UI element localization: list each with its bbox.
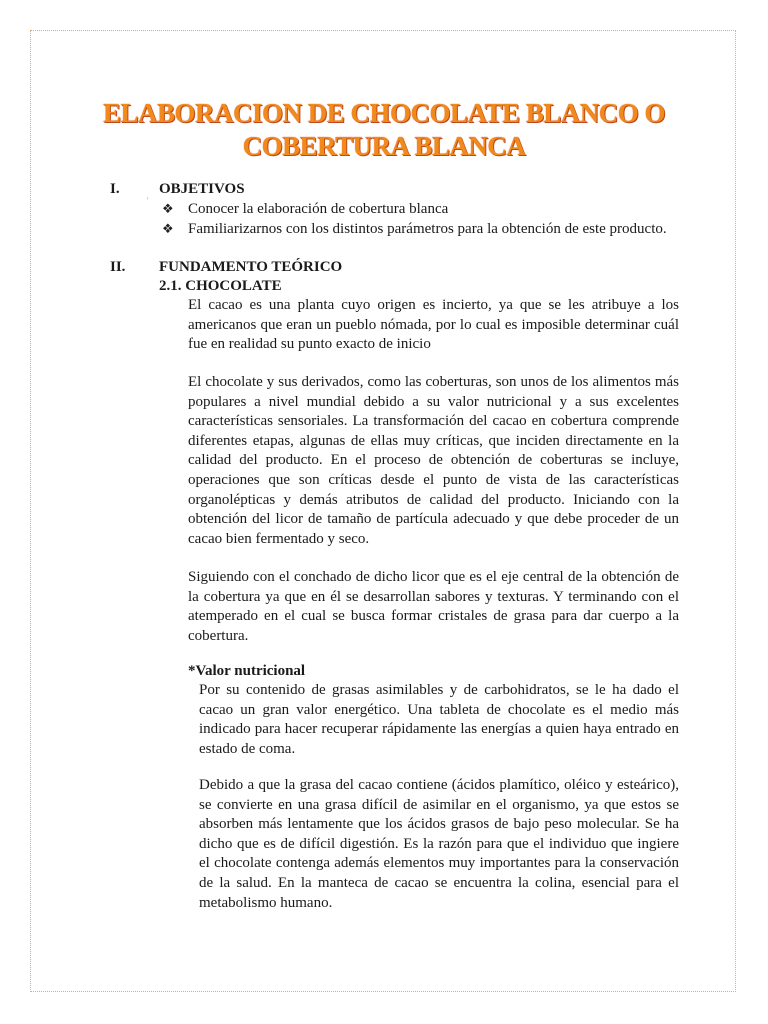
four-diamond-bullet-icon: ❖ (162, 221, 174, 236)
chocolate-paragraph-2: El chocolate y sus derivados, como las coberturas, son unos de los alimentos más populares a nivel mundial debido a su valor nutricional y a sus excelentes características sensoriales. La transformación del cacao en cobertura comprende diferentes etapas, algunas de ellas muy críticas, que inciden directamente en la calidad del producto. En el proceso de obtención de coberturas se incluye, operaciones que son críticas desde el punto de vista de las características organolépticas y demás atributos de calidad del producto. Iniciando con la obtención del licor de tamaño de partícula adecuado y que debe proceder de un cacao bien fermentado y seco. (188, 374, 679, 547)
nutrition-paragraph-2: Debido a que la grasa del cacao contiene (ácidos plamítico, oléico y esteárico), se convierte en una grasa difícil de asimilar en el organismo, ya que estos se absorben más lentamente que los ácidos grasos de bajo peso molecular. Se ha dicho que es de difícil digestión. Es la razón para que el individuo que ingiere el chocolate contenga además elementos muy importantes para la conservación de la salud. En la manteca de cacao se encuentra la colina, esencial para el metabolismo humano. (199, 777, 679, 911)
objective-bullet-2 (162, 219, 667, 240)
objective-text-1: Conocer la elaboración de cobertura blanca (188, 201, 449, 217)
nutrition-heading: *Valor nutricional (188, 663, 306, 679)
section-1-heading: OBJETIVOS (159, 181, 245, 197)
objective-bullet-1 (162, 199, 448, 220)
document-title-line-2: COBERTURA BLANCA (242, 131, 526, 161)
nutrition-paragraph-1: Por su contenido de grasas asimilables y de carbohidratos, se le ha dado el cacao un gran valor energético. Una tableta de chocolate es el medio más indicado para hacer recuperar rápidamente las energías a quien haya entrado en estado de coma. (199, 682, 679, 757)
objective-text-2: Familiarizarnos con los distintos parámetros para la obtención de este producto. (188, 221, 667, 237)
chocolate-paragraph-1: El cacao es una planta cuyo origen es incierto, ya que se les atribuye a los americanos que eran un pueblo nómada, por lo cual es imposible determinar cuál fue en realidad su punto exacto de inicio (188, 297, 679, 353)
chocolate-paragraph-3: Siguiendo con el conchado de dicho licor que es el eje central de la obtención de la cobertura ya que en él se desarrollan sabores y texturas. Y terminando con el atemperado en el cual se busca formar cristales de grasa para dar cuerpo a la cobertura. (188, 569, 679, 644)
section-2-numeral: II. (110, 259, 126, 275)
section-2-heading: FUNDAMENTO TEÓRICO (159, 259, 343, 275)
section-1-numeral: I. (110, 181, 120, 197)
tick-mark: ' (147, 196, 149, 205)
four-diamond-bullet-icon: ❖ (162, 201, 174, 216)
subsection-2-1-heading: 2.1. CHOCOLATE (159, 278, 282, 294)
document-title-line-1: ELABORACION DE CHOCOLATE BLANCO O (102, 98, 666, 128)
